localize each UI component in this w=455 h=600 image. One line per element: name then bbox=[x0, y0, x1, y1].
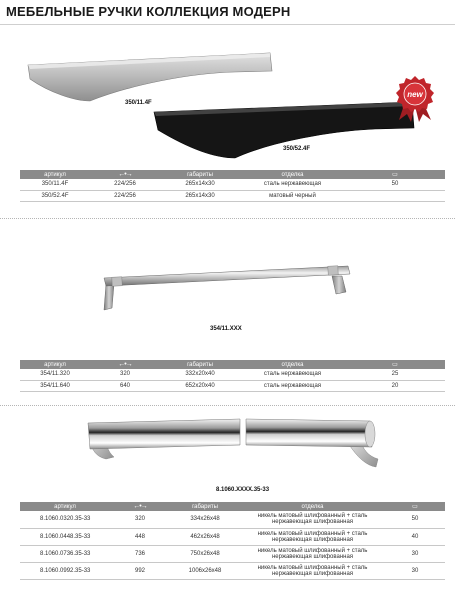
cell-qty: 25 bbox=[345, 369, 445, 380]
cell-article: 354/11.640 bbox=[20, 380, 90, 391]
cell-dimensions: 462x26x48 bbox=[170, 528, 240, 545]
cell-article: 350/11.4F bbox=[20, 179, 90, 190]
handle-350-11-image bbox=[20, 45, 280, 105]
badge-text: new bbox=[407, 90, 423, 99]
cell-finish bbox=[240, 545, 385, 562]
box-icon: ▭ bbox=[412, 504, 418, 510]
cell-qty: 40 bbox=[385, 528, 445, 545]
header-article: артикул bbox=[20, 360, 90, 369]
finish-line: никель матовый шлифованный + сталь bbox=[257, 564, 368, 571]
product-label-350-11: 350/11.4F bbox=[125, 100, 152, 106]
cell-finish bbox=[240, 511, 385, 528]
header-centers bbox=[90, 170, 160, 179]
finish-line: никель матовый шлифованный + сталь bbox=[257, 530, 368, 537]
cell-article: 350/52.4F bbox=[20, 190, 90, 201]
cell-finish bbox=[240, 528, 385, 545]
cell-qty: 50 bbox=[385, 511, 445, 528]
header-pack bbox=[345, 170, 445, 179]
box-icon: ▭ bbox=[392, 362, 398, 368]
cell-qty: 20 bbox=[345, 380, 445, 391]
header-finish: отделка bbox=[240, 502, 385, 511]
header-finish: отделка bbox=[240, 360, 345, 369]
section-divider bbox=[0, 218, 455, 219]
header-article: артикул bbox=[20, 502, 110, 511]
header-dimensions: габариты bbox=[160, 360, 240, 369]
cell-qty: 30 bbox=[385, 562, 445, 579]
table-row bbox=[20, 528, 445, 545]
spec-table-354 bbox=[20, 360, 445, 392]
table-header-row bbox=[20, 502, 445, 511]
cell-dimensions: 334x26x48 bbox=[170, 511, 240, 528]
cell-article: 8.1060.0320.35-33 bbox=[20, 511, 110, 528]
table-row bbox=[20, 562, 445, 579]
cell-dimensions: 265x14x30 bbox=[160, 190, 240, 201]
finish-line: нержавеющая шлифованная bbox=[271, 536, 354, 543]
header-dimensions: габариты bbox=[170, 502, 240, 511]
cell-centers: 320 bbox=[110, 511, 170, 528]
cell-article: 8.1060.0448.35-33 bbox=[20, 528, 110, 545]
spec-table-350 bbox=[20, 170, 445, 202]
header-pack bbox=[345, 360, 445, 369]
section-divider bbox=[0, 405, 455, 406]
cell-finish: сталь нержавеющая bbox=[240, 369, 345, 380]
double-arrow-icon: ←•→ bbox=[133, 503, 147, 510]
cell-dimensions: 652x20x40 bbox=[160, 380, 240, 391]
cell-centers: 736 bbox=[110, 545, 170, 562]
product-label-8-1060: 8.1060.XXXX.35-33 bbox=[216, 487, 270, 493]
cell-centers: 992 bbox=[110, 562, 170, 579]
cell-qty: 50 bbox=[345, 179, 445, 190]
header-article: артикул bbox=[20, 170, 90, 179]
finish-line: никель матовый шлифованный + сталь bbox=[257, 547, 368, 554]
table-header-row bbox=[20, 360, 445, 369]
page-title: МЕБЕЛЬНЫЕ РУЧКИ КОЛЛЕКЦИЯ МОДЕРН bbox=[6, 4, 291, 19]
finish-line: никель матовый шлифованный + сталь bbox=[257, 513, 368, 520]
handle-8-1060-image bbox=[80, 415, 380, 477]
product-label-354: 354/11.XXX bbox=[210, 326, 242, 332]
cell-dimensions: 1006x26x48 bbox=[170, 562, 240, 579]
table-row bbox=[20, 369, 445, 380]
cell-qty bbox=[345, 190, 445, 201]
cell-finish: сталь нержавеющая bbox=[240, 380, 345, 391]
box-icon: ▭ bbox=[392, 172, 398, 178]
finish-line: нержавеющая шлифованная bbox=[271, 519, 354, 526]
finish-line: нержавеющая шлифованная bbox=[271, 570, 354, 577]
table-row bbox=[20, 511, 445, 528]
table-row bbox=[20, 380, 445, 391]
cell-centers: 640 bbox=[90, 380, 160, 391]
cell-article: 354/11.320 bbox=[20, 369, 90, 380]
header-centers bbox=[90, 360, 160, 369]
spec-table-8-1060 bbox=[20, 502, 445, 580]
table-row bbox=[20, 190, 445, 201]
new-badge-icon bbox=[393, 74, 437, 122]
title-divider bbox=[0, 24, 455, 25]
table-header-row bbox=[20, 170, 445, 179]
product-label-350-52: 350/52.4F bbox=[283, 146, 311, 152]
cell-dimensions: 265x14x30 bbox=[160, 179, 240, 190]
cell-article: 8.1060.0736.35-33 bbox=[20, 545, 110, 562]
cell-centers: 448 bbox=[110, 528, 170, 545]
header-finish: отделка bbox=[240, 170, 345, 179]
finish-line: нержавеющая шлифованная bbox=[271, 553, 354, 560]
cell-finish: сталь нержавеющая bbox=[240, 179, 345, 190]
cell-finish bbox=[240, 562, 385, 579]
cell-finish: матовый черный bbox=[240, 190, 345, 201]
header-centers bbox=[110, 502, 170, 511]
handle-354-image bbox=[100, 258, 356, 318]
cell-dimensions: 750x26x48 bbox=[170, 545, 240, 562]
cell-centers: 320 bbox=[90, 369, 160, 380]
header-dimensions: габариты bbox=[160, 170, 240, 179]
cell-centers: 224/256 bbox=[90, 179, 160, 190]
double-arrow-icon: ←•→ bbox=[118, 361, 132, 368]
table-row bbox=[20, 179, 445, 190]
table-row bbox=[20, 545, 445, 562]
cell-centers: 224/256 bbox=[90, 190, 160, 201]
double-arrow-icon: ←•→ bbox=[118, 171, 132, 178]
cell-article: 8.1060.0992.35-33 bbox=[20, 562, 110, 579]
header-pack bbox=[385, 502, 445, 511]
cell-qty: 30 bbox=[385, 545, 445, 562]
cell-dimensions: 332x20x40 bbox=[160, 369, 240, 380]
